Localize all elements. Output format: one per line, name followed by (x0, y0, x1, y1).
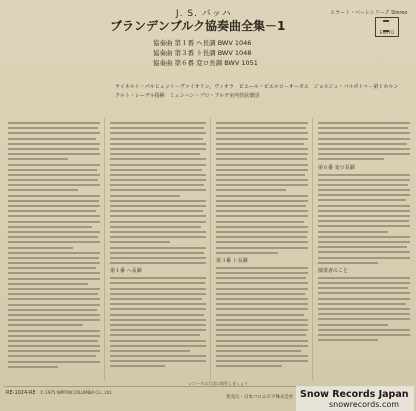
publisher-line: 発売元・日本コロムビア株式会社 (226, 395, 294, 400)
album-title: ブランデンブルク協奏曲全集－1 (110, 19, 286, 33)
column-divider (104, 118, 105, 380)
column-divider (210, 118, 211, 380)
performer-credits (115, 83, 398, 101)
care-note: レコードは大切に保管しましょう (188, 381, 248, 386)
text-column-4 (318, 122, 410, 344)
composer-name: J. S. バッハ (176, 9, 232, 19)
copyright-notice: © 1975 NIPPON COLUMBIA Co., Ltd. (40, 390, 113, 395)
section-heading: 第３番 ト長調 (216, 257, 248, 264)
credit-line: クルト・レーデル指揮 ミュンヘン・プロ・アルテ室内管弦楽団 (115, 93, 260, 99)
credit-line: ライネルト・パルヒェット－ヴァイオリン，ヴィオラ ピエール・ピエルロ－オーボエ ジョルジュ・バルボトゥ－第１ホルン (115, 84, 399, 90)
series-label: エラート・ベーレシリーズ Stereo (330, 10, 408, 16)
concerto-list (153, 38, 258, 68)
section-heading: 第１番 ヘ長調 (110, 268, 142, 275)
text-column-2 (110, 122, 206, 371)
text-column-3 (216, 122, 308, 371)
watermark-url: snowrecords.com (329, 400, 400, 409)
section-heading: 第６番 変ロ長調 (318, 164, 355, 171)
logo-text: ERATO (379, 30, 395, 35)
concerto-item: 協奏曲 第６番 変ロ長調 BWV 1051 (153, 59, 258, 67)
erato-logo-icon (375, 17, 399, 37)
concerto-item: 協奏曲 第１番 ヘ長調 BWV 1046 (153, 39, 252, 47)
text-column-1 (8, 122, 100, 371)
section-heading: 演奏者のこと (318, 267, 349, 274)
watermark-title: Snow Records Japan (300, 389, 409, 400)
column-divider (312, 118, 313, 380)
catalog-number: RE-1024-RE (6, 390, 36, 396)
concerto-item: 協奏曲 第３番 ト長調 BWV 1048 (153, 49, 252, 57)
